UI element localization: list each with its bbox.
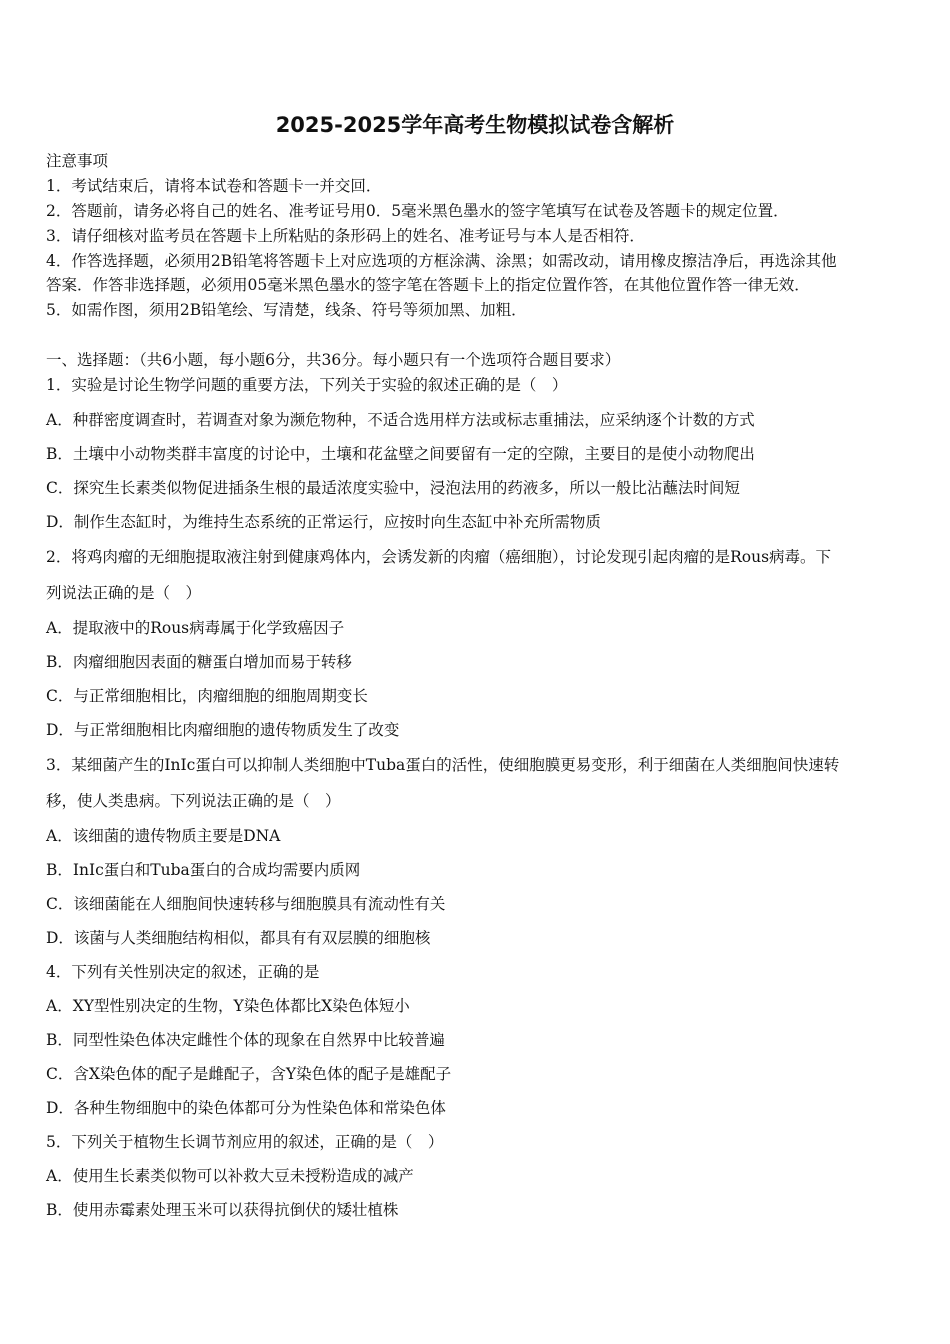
question-stem: 4．下列有关性别决定的叙述，正确的是 [46,963,320,981]
question-stem: 列说法正确的是（ ） [46,584,202,602]
question-option: C．含X染色体的配子是雌配子，含Y染色体的配子是雄配子 [46,1065,452,1083]
question-option: A．使用生长素类似物可以补救大豆未授粉造成的减产 [46,1167,414,1185]
notice-item: 2．答题前，请务必将自己的姓名、准考证号用0．5毫米黑色墨水的签字笔填写在试卷及答题卡的规定位置． [46,202,789,220]
notice-item: 4．作答选择题，必须用2B铅笔将答题卡上对应选项的方框涂满、涂黑；如需改动，请用橡皮擦洁净后，再选涂其他 [46,252,837,270]
notice-item: 5．如需作图，须用2B铅笔绘、写清楚，线条、符号等须加黑、加粗． [46,301,527,319]
section-heading: 一、选择题：（共6小题，每小题6分，共36分。每小题只有一个选项符合题目要求） [46,351,621,369]
question-option: B．土壤中小动物类群丰富度的讨论中，土壤和花盆壁之间要留有一定的空隙，主要目的是使小动物爬出 [46,445,755,463]
question-option: A．XY型性别决定的生物，Y染色体都比X染色体短小 [46,997,410,1015]
question-option: B．InIc蛋白和Tuba蛋白的合成均需要内质网 [46,861,361,879]
question-stem: 移，使人类患病。下列说法正确的是（ ） [46,792,341,810]
notice-item: 3．请仔细核对监考员在答题卡上所粘贴的条形码上的姓名、准考证号与本人是否相符． [46,227,645,245]
question-option: C．与正常细胞相比，肉瘤细胞的细胞周期变长 [46,687,368,705]
question-option: C．该细菌能在人细胞间快速转移与细胞膜具有流动性有关 [46,895,446,913]
question-option: A．提取液中的Rous病毒属于化学致癌因子 [46,619,345,637]
question-option: A．种群密度调查时，若调查对象为濒危物种，不适合选用样方法或标志重捕法，应采纳逐个计数的方式 [46,411,755,429]
question-option: D．该菌与人类细胞结构相似，都具有有双层膜的细胞核 [46,929,431,947]
question-stem: 5．下列关于植物生长调节剂应用的叙述，正确的是（ ） [46,1133,444,1151]
page-title: 2025-2025学年高考生物模拟试卷含解析 [275,113,675,137]
notice-item: 答案．作答非选择题，必须用05毫米黑色墨水的签字笔在答题卡上的指定位置作答，在其他位置作答一律无效． [46,276,810,294]
notice-item: 1．考试结束后，请将本试卷和答题卡一并交回． [46,177,382,195]
question-stem: 2．将鸡肉瘤的无细胞提取液注射到健康鸡体内，会诱发新的肉瘤（癌细胞），讨论发现引起肉瘤的是Rous病毒。下 [46,548,832,566]
question-stem: 3．某细菌产生的InIc蛋白可以抑制人类细胞中Tuba蛋白的活性，使细胞膜更易变形，利于细菌在人类细胞间快速转 [46,756,840,774]
question-stem: 1．实验是讨论生物学问题的重要方法，下列关于实验的叙述正确的是（ ） [46,376,568,394]
question-option: C．探究生长素类似物促进插条生根的最适浓度实验中，浸泡法用的药液多，所以一般比沾蘸法时间短 [46,479,740,497]
notice-heading: 注意事项 [46,152,109,170]
question-option: B．同型性染色体决定雌性个体的现象在自然界中比较普遍 [46,1031,445,1049]
question-option: D．制作生态缸时，为维持生态系统的正常运行，应按时向生态缸中补充所需物质 [46,513,601,531]
question-option: A．该细菌的遗传物质主要是DNA [46,827,281,845]
question-option: D．与正常细胞相比肉瘤细胞的遗传物质发生了改变 [46,721,400,739]
question-option: B．使用赤霉素处理玉米可以获得抗倒伏的矮壮植株 [46,1201,399,1219]
question-option: D．各种生物细胞中的染色体都可分为性染色体和常染色体 [46,1099,446,1117]
question-option: B．肉瘤细胞因表面的糖蛋白增加而易于转移 [46,653,352,671]
